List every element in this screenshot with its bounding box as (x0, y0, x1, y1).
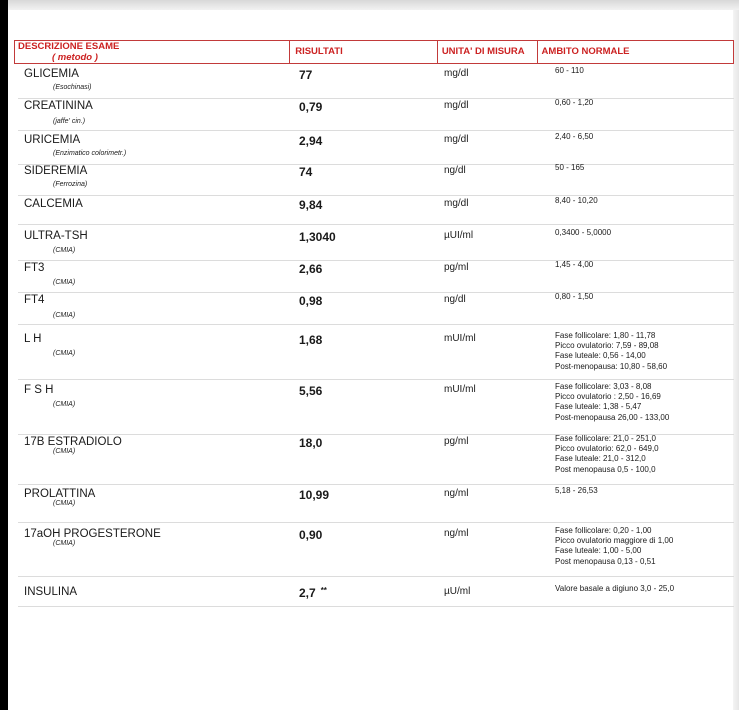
exam-method: (CMIA) (53, 312, 76, 319)
reference-range (555, 292, 593, 302)
header-results: RISULTATI (290, 41, 438, 63)
exam-unit: mUI/ml (444, 384, 476, 395)
result-value: 1,68 (299, 333, 323, 347)
reference-range (555, 434, 659, 475)
result-value: 0,79 (299, 100, 323, 114)
reference-range (555, 260, 593, 270)
reference-range (555, 98, 593, 108)
table-row (18, 100, 734, 131)
exam-unit: mg/dl (444, 198, 469, 209)
exam-result (299, 100, 322, 114)
reference-range (555, 382, 669, 423)
exam-method: (Esochinasi) (53, 84, 92, 91)
result-flag: ** (320, 586, 327, 595)
reference-range-line: 8,40 - 10,20 (555, 196, 598, 205)
table-row (18, 528, 734, 577)
exam-result (299, 262, 322, 276)
reference-range-line: Fase luteale: 1,00 - 5,00 (555, 546, 642, 556)
exam-unit: pg/ml (444, 262, 469, 273)
exam-result (299, 488, 329, 502)
exam-name: INSULINA (24, 586, 78, 598)
reference-range-line: 50 - 165 (555, 163, 585, 172)
reference-range (555, 331, 667, 372)
reference-range-line: Picco ovulatorio maggiore di 1,00 (555, 536, 674, 546)
result-value: 2,7 (299, 586, 316, 600)
exam-result (299, 333, 322, 347)
reference-range-line: Picco ovulatorio: 62,0 - 649,0 (555, 444, 659, 454)
exam-method: (CMIA) (53, 540, 76, 547)
reference-range-line: 2,40 - 6,50 (555, 132, 594, 141)
exam-unit: mg/dl (444, 68, 469, 79)
exam-unit: pg/ml (444, 436, 469, 447)
reference-range (555, 196, 598, 206)
table-row (18, 333, 734, 380)
reference-range (555, 66, 584, 76)
reference-range-line: Picco ovulatorio : 2,50 - 16,69 (555, 392, 661, 402)
header-unit: UNITA' DI MISURA (438, 41, 538, 63)
result-value: 10,99 (299, 488, 330, 502)
exam-name: CALCEMIA (24, 198, 83, 210)
result-value: 77 (299, 68, 313, 82)
exam-unit: µU/ml (444, 586, 471, 597)
exam-method: (CMIA) (53, 401, 76, 408)
exam-name: FT3 (24, 262, 45, 274)
exam-unit: ng/ml (444, 488, 469, 499)
exam-result (299, 165, 312, 179)
table-row (18, 165, 734, 196)
reference-range-line: 1,45 - 4,00 (555, 260, 594, 269)
reference-range-line: 0,60 - 1,20 (555, 98, 594, 107)
result-value: 9,84 (299, 198, 323, 212)
exam-result (299, 528, 322, 542)
scan-left-edge (0, 0, 8, 710)
reference-range (555, 228, 611, 238)
result-value: 0,98 (299, 294, 323, 308)
exam-result (299, 384, 322, 398)
result-value: 5,56 (299, 384, 323, 398)
reference-range (555, 584, 674, 594)
exam-method: (CMIA) (53, 279, 76, 286)
exam-result (299, 198, 322, 212)
exam-name: PROLATTINA (24, 488, 96, 500)
exam-method: (CMIA) (53, 350, 76, 357)
table-row (18, 262, 734, 293)
exam-unit: mg/dl (444, 100, 469, 111)
header-range: AMBITO NORMALE (541, 46, 630, 57)
reference-range-line: Post-menopausa 26,00 - 133,00 (555, 412, 670, 422)
header-description (15, 41, 290, 63)
table-row (18, 294, 734, 325)
reference-range (555, 132, 593, 142)
exam-method: (jaffe' cin.) (53, 118, 86, 125)
reference-range-line: Fase follicolare: 0,20 - 1,00 (555, 526, 652, 535)
exam-result (299, 134, 322, 148)
result-value: 2,94 (299, 134, 323, 148)
reference-range-line: Post-menopausa: 10,80 - 58,60 (555, 361, 668, 371)
reference-range-line: Fase luteale: 21,0 - 312,0 (555, 454, 646, 464)
table-row (18, 586, 734, 607)
reference-range-line: Fase follicolare: 21,0 - 251,0 (555, 434, 656, 443)
table-row (18, 436, 734, 485)
header-method-label: ( metodo ) (52, 52, 98, 63)
exam-name: ULTRA-TSH (24, 230, 88, 242)
reference-range-line: 60 - 110 (555, 66, 584, 75)
exam-unit: mUI/ml (444, 333, 476, 344)
reference-range (555, 486, 598, 496)
exam-name: URICEMIA (24, 134, 81, 146)
scan-top-shadow (8, 0, 739, 10)
exam-name: F S H (24, 384, 54, 396)
reference-range-line: Fase follicolare: 1,80 - 11,78 (555, 331, 656, 340)
reference-range-line: Fase follicolare: 3,03 - 8,08 (555, 382, 652, 391)
table-row (18, 134, 734, 165)
exam-unit: ng/dl (444, 294, 466, 305)
table-row (18, 230, 734, 261)
exam-name: L H (24, 333, 42, 345)
exam-method: (Ferrozina) (53, 181, 88, 188)
exam-name: GLICEMIA (24, 68, 79, 80)
reference-range-line: 5,18 - 26,53 (555, 486, 598, 495)
reference-range-line: 0,3400 - 5,0000 (555, 228, 612, 237)
table-row (18, 384, 734, 435)
reference-range-line: Picco ovulatorio: 7,59 - 89,08 (555, 341, 659, 351)
header-description-label: DESCRIZIONE ESAME (18, 41, 120, 52)
result-value: 74 (299, 165, 313, 179)
reference-range-line: Fase luteale: 0,56 - 14,00 (555, 351, 646, 361)
exam-unit: ng/dl (444, 165, 466, 176)
exam-result (299, 294, 322, 308)
exam-name: 17B ESTRADIOLO (24, 436, 122, 448)
exam-unit: µUI/ml (444, 230, 474, 241)
exam-name: SIDEREMIA (24, 165, 88, 177)
table-row (18, 198, 734, 225)
result-value: 1,3040 (299, 230, 336, 244)
result-value: 0,90 (299, 528, 323, 542)
exam-unit: mg/dl (444, 134, 469, 145)
exam-result (299, 230, 336, 244)
exam-method: (CMIA) (53, 500, 76, 507)
table-row (18, 488, 734, 523)
exam-result (299, 68, 312, 82)
exam-name: FT4 (24, 294, 45, 306)
table-row (18, 68, 734, 99)
reference-range-line: Post menopausa 0,13 - 0,51 (555, 556, 656, 566)
exam-unit: ng/ml (444, 528, 469, 539)
exam-result (299, 586, 327, 600)
reference-range (555, 163, 584, 173)
reference-range-line: Fase luteale: 1,38 - 5,47 (555, 402, 642, 412)
result-value: 18,0 (299, 436, 323, 450)
reference-range-line: 0,80 - 1,50 (555, 292, 594, 301)
exam-method: (Enzimatico colorimetr.) (53, 150, 127, 157)
result-value: 2,66 (299, 262, 323, 276)
exam-method: (CMIA) (53, 448, 76, 455)
reference-range (555, 526, 673, 567)
reference-range-line: Post menopausa 0,5 - 100,0 (555, 464, 656, 474)
reference-range-line: Valore basale a digiuno 3,0 - 25,0 (555, 584, 675, 593)
exam-method: (CMIA) (53, 247, 76, 254)
table-header (14, 40, 734, 64)
exam-name: 17aOH PROGESTERONE (24, 528, 161, 540)
exam-result (299, 436, 322, 450)
exam-name: CREATININA (24, 100, 93, 112)
